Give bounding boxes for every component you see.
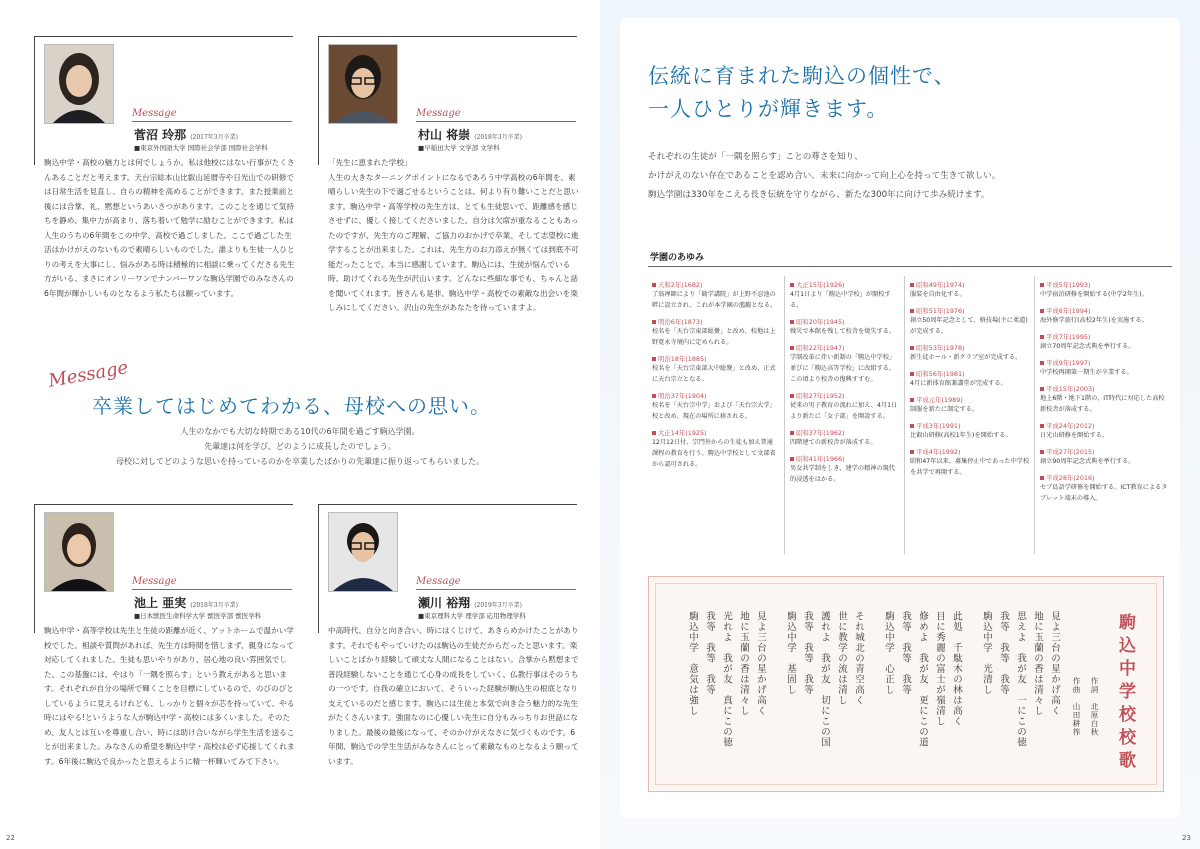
song-line: 修めよ 我が友 更にこの道	[917, 611, 928, 748]
history-description: 比叡山研修(高校1年生)を開始する。	[910, 432, 1012, 439]
history-year: 平成27年(2015)	[1040, 447, 1170, 456]
history-description: 制服を新たに制定する。	[910, 406, 979, 413]
history-divider-1	[784, 276, 785, 554]
song-line: 此処 千駄木の林は高く	[951, 611, 962, 727]
message-label-4: Message	[416, 576, 461, 587]
history-description: 従来の男子教育の流れに加え、4月1日より新たに「女子部」を開設する。	[790, 402, 898, 420]
history-description: 校名を「天台宗中学」および「天台宗大学」校と改め、現在の場所に移される。	[652, 402, 776, 420]
message-label-2: Message	[416, 108, 461, 119]
history-title: 学園のあゆみ	[650, 253, 705, 263]
message-rule-1	[132, 121, 292, 122]
profile-school-2: ■早稲田大学 文学部 文学科	[418, 144, 500, 152]
history-year: 平成3年(1991)	[910, 421, 1030, 430]
history-year: 大正14年(1925)	[652, 428, 778, 437]
song-line: 駒込中学 基固し	[785, 611, 796, 695]
history-description: 創立50周年記念として、格技場(主に柔道)が完成する。	[910, 317, 1028, 335]
history-year: 明治18年(1885)	[652, 354, 778, 363]
song-line: 思えよ 我が友 一にこの徳	[1015, 611, 1026, 748]
history-year: 昭和41年(1966)	[790, 454, 900, 463]
profile-name-3: 池上 亜実 (2018年3月卒業)	[134, 596, 238, 610]
history-description: 男女共学制をしき、建学の精神の現代的浸透をはかる。	[790, 465, 895, 483]
profile-photo-2	[328, 44, 398, 124]
history-column-2	[790, 280, 900, 491]
history-year: 平成24年(2012)	[1040, 421, 1170, 430]
history-year: 昭和51年(1976)	[910, 306, 1030, 315]
profile-photo-3	[44, 512, 114, 592]
profile-name-4: 瀬川 裕翔 (2019年3月卒業)	[418, 596, 522, 610]
history-year: 昭和53年(1978)	[910, 343, 1030, 352]
song-line: 世に教学の流は清し	[836, 611, 847, 706]
school-song-composer: 作曲 山田耕筰	[1072, 677, 1081, 737]
song-line: 見よ三台の星かげ高く	[755, 611, 766, 716]
history-description: 中学校再開第一期生が卒業する。	[1040, 369, 1133, 376]
history-description: 創立70周年記念式典を挙行する。	[1040, 343, 1135, 350]
history-year: 明治6年(1873)	[652, 317, 778, 326]
history-description: 校名を「天台宗東部総黌」と改め、校地は上野寛永寺境内に定められる。	[652, 328, 776, 346]
history-description: 4月1日より「駒込中学校」が開校する。	[790, 291, 891, 309]
song-line: 我等 我等 我等	[998, 611, 1009, 695]
song-line: 我等 我等 我等	[900, 611, 911, 695]
profile-name-2: 村山 将崇 (2018年3月卒業)	[418, 128, 522, 142]
history-year: 昭和22年(1947)	[790, 343, 900, 352]
history-year: 昭和49年(1974)	[910, 280, 1030, 289]
center-title: 卒業してはじめてわかる、母校への思い。	[92, 394, 491, 418]
profile-name-1: 菅沼 玲那 (2017年3月卒業)	[134, 128, 238, 142]
school-song-title: 駒込中学校校歌	[1115, 613, 1135, 774]
history-description: 12月12日付、宗門外からの生徒も加え普通課程の教育を行う。駒込中学校として文部省から認可される。	[652, 439, 776, 468]
history-description: 4月に新体育館兼講堂が完成する。	[910, 380, 1007, 387]
history-description: 新生徒ホール・新クラブ室が完成する。	[910, 354, 1022, 361]
profile-photo-1	[44, 44, 114, 124]
history-rule	[648, 266, 1172, 267]
history-year: 昭和27年(1952)	[790, 391, 900, 400]
history-description: セブ島語学研修を開始する。ICT教育によるタブレット端末の導入。	[1040, 484, 1168, 502]
history-description: 中学宿泊研修を開始する(中学2年生)。	[1040, 291, 1148, 298]
history-column-4	[1040, 280, 1170, 510]
song-line: それ城北の青空高く	[853, 611, 864, 706]
profile-text-3: 駒込中学・高等学校は先生と生徒の距離が近く、アットホームで温かい学校でした。相談や質問があれば、先生方は時間を惜しまず、親身になって対応してくれました。生徒も思いやりがあり、居心地の良い雰囲気でした。この基盤には、やはり「一隅を照らす」という教えがあると思います。それぞれが自分の場所で輝くことを目標にしているので、のびのびとしているように見えるけれども、しっかりと個々が芯を持っていて、やる時にはやる!というような人が駒込中学・高校には多くいました。そのため、友人とは互いを尊重し合い、時には助け合いながら学生生活を送ることが出来ました。みなさんの希望を駒込中学・高校は必ず応援してくれます。6年後に駒込で良かったと思えるように精一杯輝いてみて下さい。	[44, 626, 295, 766]
history-year: 大正15年(1926)	[790, 280, 900, 289]
history-divider-2	[904, 276, 905, 554]
history-description: 海外修学旅行(高校2年生)を実施する。	[1040, 317, 1148, 324]
song-line: 駒込中学 光清し	[981, 611, 992, 695]
history-year: 平成6年(1994)	[1040, 306, 1170, 315]
song-line: 見よ三台の星かげ高く	[1049, 611, 1060, 716]
history-year: 平成4年(1992)	[910, 447, 1030, 456]
profile-photo-4	[328, 512, 398, 592]
right-title: 伝統に育まれた駒込の個性で、 一人ひとりが輝きます。	[648, 64, 956, 121]
history-column-1	[652, 280, 778, 476]
history-year: 平成15年(2003)	[1040, 384, 1170, 393]
message-label-1: Message	[132, 108, 177, 119]
song-line: 地に玉蘭の香は清々し	[738, 611, 749, 716]
history-year: 平成28年(2016)	[1040, 473, 1170, 482]
right-lead: それぞれの生徒が「一隅を照らす」ことの尊さを知り、 かけがえのない存在であることを認め合い、未来に向かって向上心を持って生きて欲しい。 駒込学園は330年をこえる長き伝統を守りながら、新たな300年に向けて歩み続けます。	[648, 152, 1001, 200]
profile-school-1: ■東京外国語大学 国際社会学部 国際社会学科	[134, 144, 268, 152]
history-description: 戦災で本館を残して校舎を焼失する。	[790, 328, 896, 335]
message-rule-3	[132, 589, 292, 590]
page-number-left: 22	[6, 834, 15, 842]
profile-school-4: ■東京理科大学 理学部 応用物理学科	[418, 612, 526, 620]
history-description: 了翁禅師により「勧学講院」が上野不忍池の畔に設立され、これが本学園の濫觴となる。	[652, 291, 777, 309]
school-song-lyricist: 作詞 北原白秋	[1090, 677, 1099, 737]
history-divider-3	[1034, 276, 1035, 554]
history-year: 平成7年(1995)	[1040, 332, 1170, 341]
song-line: 駒込中学 意気は強し	[687, 611, 698, 716]
history-year: 平成元年(1989)	[910, 395, 1030, 404]
history-year: 明治37年(1904)	[652, 391, 778, 400]
history-description: 服装を自由化する。	[910, 291, 966, 298]
history-description: 日光山研修を開始する。	[1040, 432, 1109, 439]
profile-text-4: 中高時代、自分と向き合い、時にはくじけて、あきらめかけたことがあります。それでもやっていけたのは駒込の生徒だからだったと思います。楽しいことばかり経験して頑丈な人間になることはない。合掌から黙想まで普段経験しないことを通じて心身の成長をしていく、仏教行事はそのうちの一つです。自我の確立において、そういった経験が駒込生の根底となり支えているのだと感じます。駒込には生徒と本気で向き合う魅力的な先生がたくさんいます。強面なのに心優しい先生に自分もみっちりお世話になりました。最後の最後になって、そのかけがえなさに気づくものです。6年間、駒込での学生生活がみなさんにとって素敵なものとなるよう願っています。	[328, 626, 579, 766]
history-year: 平成9年(1997)	[1040, 358, 1170, 367]
history-description: 校名を「天台宗東部大中総黌」と改め、正式に天台宗立となる。	[652, 365, 776, 383]
history-year: 昭和20年(1945)	[790, 317, 900, 326]
history-column-3	[910, 280, 1030, 484]
history-year: 平成5年(1993)	[1040, 280, 1170, 289]
history-description: 創立90周年記念式典を挙行する。	[1040, 458, 1135, 465]
message-rule-2	[416, 121, 576, 122]
history-description: 地上6階・地下1階の、IT時代に対応した高校新校舎が落成する。	[1040, 395, 1165, 413]
song-line: 駒込中学 心正し	[883, 611, 894, 695]
school-song-box	[648, 576, 1164, 792]
history-description: 四階建ての新校舎が落成する。	[790, 439, 877, 446]
history-year: 天和2年(1682)	[652, 280, 778, 289]
profile-school-3: ■日本獣医生命科学大学 獣医学部 獣医学科	[134, 612, 262, 620]
history-year: 昭和37年(1962)	[790, 428, 900, 437]
song-line: 護れよ 我が友 切にこの国	[819, 611, 830, 748]
history-description: 昭和47年以来、募集停止中であった中学校を共学で再開する。	[910, 458, 1030, 476]
song-line: 地に玉蘭の香は清々し	[1032, 611, 1043, 716]
song-line: 我等 我等 我等	[704, 611, 715, 695]
page-number-right: 23	[1182, 834, 1191, 842]
song-line: 光れよ 我が友 真にこの徳	[721, 611, 732, 748]
history-description: 学制改革に伴い新制の「駒込中学校」並びに「駒込高等学校」に改組する。この頃より校舎の復興すすむ。	[790, 354, 896, 383]
center-lead: 人生のなかでも大切な時期である10代の6年間を過ごす駒込学園。 先輩達は何を学び、どのように成長したのでしょう。 母校に対してどのような思いを持っているのかを卒業したばかりの先輩達に振り返ってもらいました。	[116, 427, 484, 466]
center-message-script: Message	[46, 357, 130, 392]
profile-text-1: 駒込中学・高校の魅力とは何でしょうか。私は他校にはない行事がたくさんあることだと考えます。天台宗総本山比叡山延暦寺や日光山での研修では日常生活を見直し、自らの精神を高めることができます。また授業前と後には合掌、礼、黙想というあいさつがあります。このことを通じて気持ちを静め、集中力が高まり、落ち着いて勉学に励むことができます。私は人生のうちの6年間をこの中学、高校で過ごしました。ここで過ごした生活はかけがえのないもので素晴らしいものでした。誰よりも生徒一人ひとりの考えを大事にし、悩みがある時は積極的に相談に乗ってくださる先生方がいる、まさにオンリーワンでナンバーワンな駒込学園でのみなさんの6年間が輝かしいものとなるよう私たちは願っています。	[44, 158, 295, 298]
message-label-3: Message	[132, 576, 177, 587]
song-line: 我等 我等 我等	[802, 611, 813, 695]
profile-text-2: 「先生に恵まれた学校」 人生の大きなターニングポイントになるであろう中学高校の6年間を、素晴らしい先生の下で過ごせるということは、何より有り難いことだと思います。駒込中学・高等学校の先生方は、とても生徒思いで、距離感を感じさせずに、優しく接してくださいました。自分は欠席が重なることもあったのですが、先生方のご理解、ご協力のおかげで卒業、そして志望校に進学することが出来ました。これは、先生方のお力添えが無くては到底不可能だったことで、本当に感謝しています。駒込には、生徒が悩んでいる時、助けてくれる先生が沢山います。どんなに些細な事でも、ちゃんと話を聞いてくれます。皆さんも是非、駒込中学・高校での素敵な出会いを楽しみにしてください。沢山の先生があなたを待っていますよ。	[328, 158, 579, 312]
message-rule-4	[416, 589, 576, 590]
history-year: 昭和56年(1981)	[910, 369, 1030, 378]
song-line: 目に秀麗の富士が嶺清し	[934, 611, 945, 727]
